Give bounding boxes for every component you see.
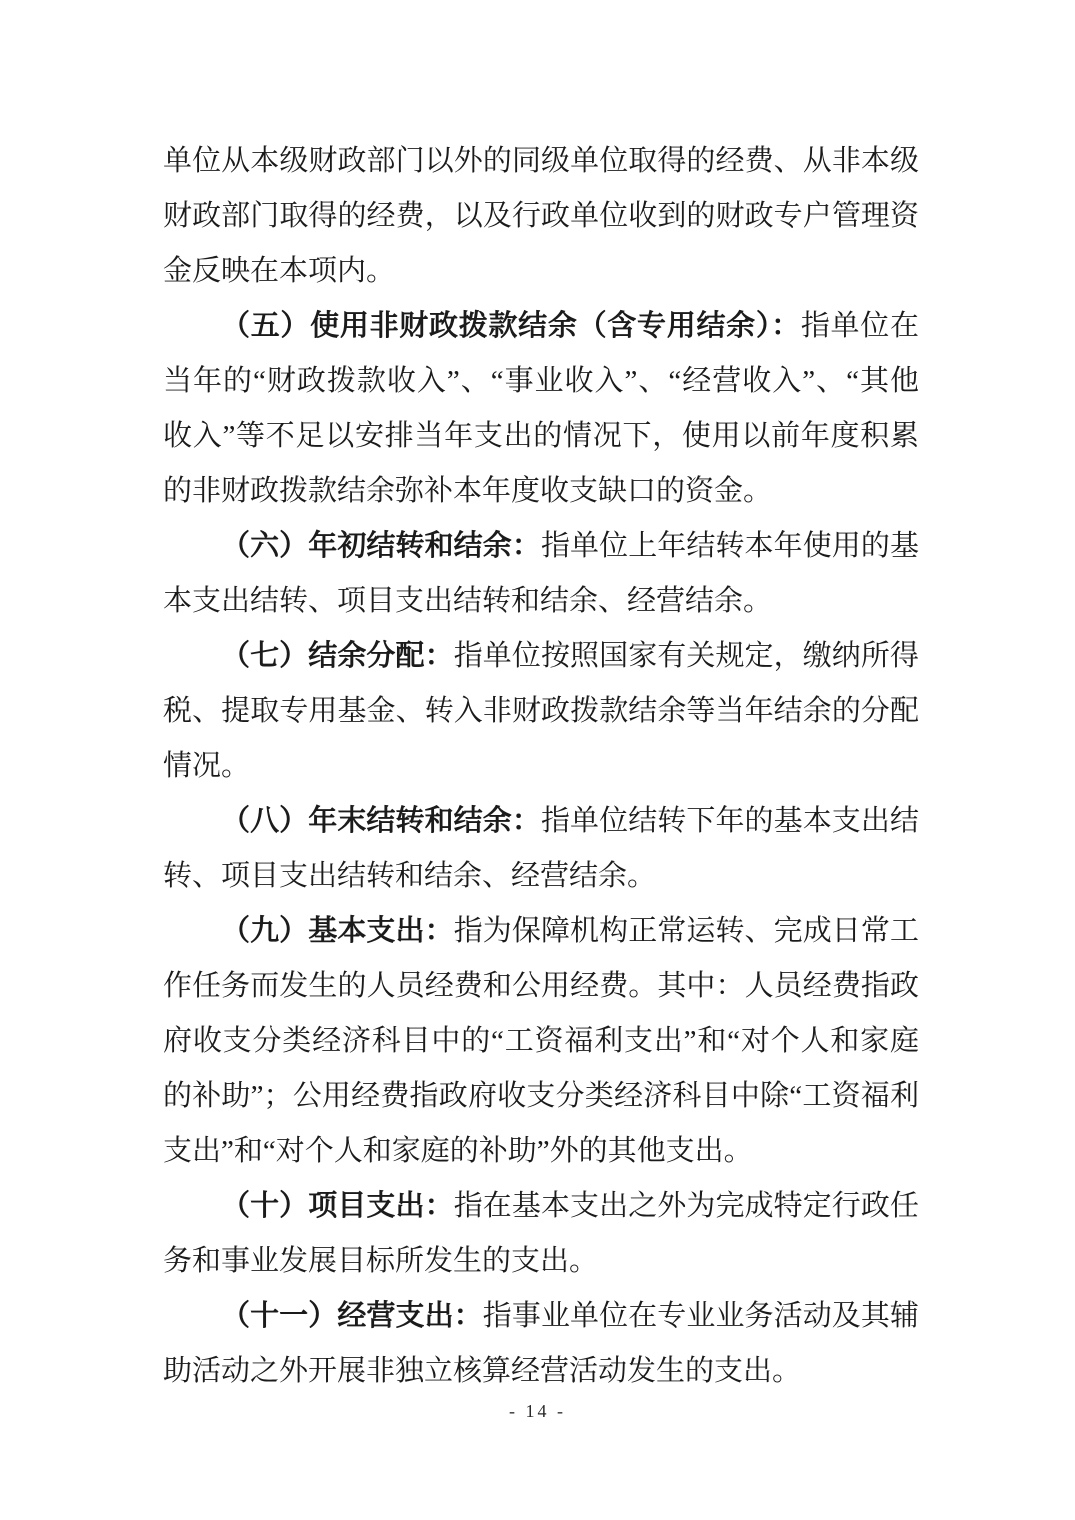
paragraph-item-7	[163, 629, 919, 794]
paragraph-item-11	[163, 1289, 919, 1399]
paragraph-lead: （六）年初结转和结余：	[221, 530, 541, 562]
paragraph-item-9	[163, 904, 919, 1179]
page-number: - 14 -	[509, 1401, 566, 1421]
paragraph-body: 指单位上年结转本年使用的基本支出结转、项目支出结转和结余、经营结余。	[163, 530, 919, 617]
paragraph-item-6	[163, 519, 919, 629]
document-text-block	[163, 134, 919, 1399]
paragraph-body: 指事业单位在专业业务活动及其辅助活动之外开展非独立核算经营活动发生的支出。	[163, 1300, 919, 1387]
paragraph-lead: （十一）经营支出：	[221, 1300, 483, 1332]
paragraph-lead: （八）年末结转和结余：	[221, 805, 541, 837]
paragraph-body: 指为保障机构正常运转、完成日常工作任务而发生的人员经费和公用经费。其中：人员经费指政府收支分类经济科目中的“工资福利支出”和“对个人和家庭的补助”；公用经费指政府收支分类经济科目中除“工资福利支出”和“对个人和家庭的补助”外的其他支出。	[163, 915, 919, 1167]
paragraph-item-10	[163, 1179, 919, 1289]
paragraph-lead: （九）基本支出：	[221, 915, 454, 947]
paragraph-body: 指单位按照国家有关规定，缴纳所得税、提取专用基金、转入非财政拨款结余等当年结余的分配情况。	[163, 640, 919, 782]
paragraph-body: 指在基本支出之外为完成特定行政任务和事业发展目标所发生的支出。	[163, 1190, 919, 1277]
paragraph-body: 单位从本级财政部门以外的同级单位取得的经费、从非本级财政部门取得的经费，以及行政单位收到的财政专户管理资金反映在本项内。	[163, 145, 919, 287]
paragraph-body: 指单位结转下年的基本支出结转、项目支出结转和结余、经营结余。	[163, 805, 919, 892]
paragraph-lead: （七）结余分配：	[221, 640, 454, 672]
paragraph-continuation	[163, 134, 919, 299]
paragraph-item-8	[163, 794, 919, 904]
paragraph-lead: （五）使用非财政拨款结余（含专用结余）：	[221, 310, 801, 342]
paragraph-lead: （十）项目支出：	[221, 1190, 454, 1222]
paragraph-item-5	[163, 299, 919, 519]
paragraph-body: 指单位在当年的“财政拨款收入”、“事业收入”、“经营收入”、“其他收入”等不足以安排当年支出的情况下，使用以前年度积累的非财政拨款结余弥补本年度收支缺口的资金。	[163, 310, 919, 507]
